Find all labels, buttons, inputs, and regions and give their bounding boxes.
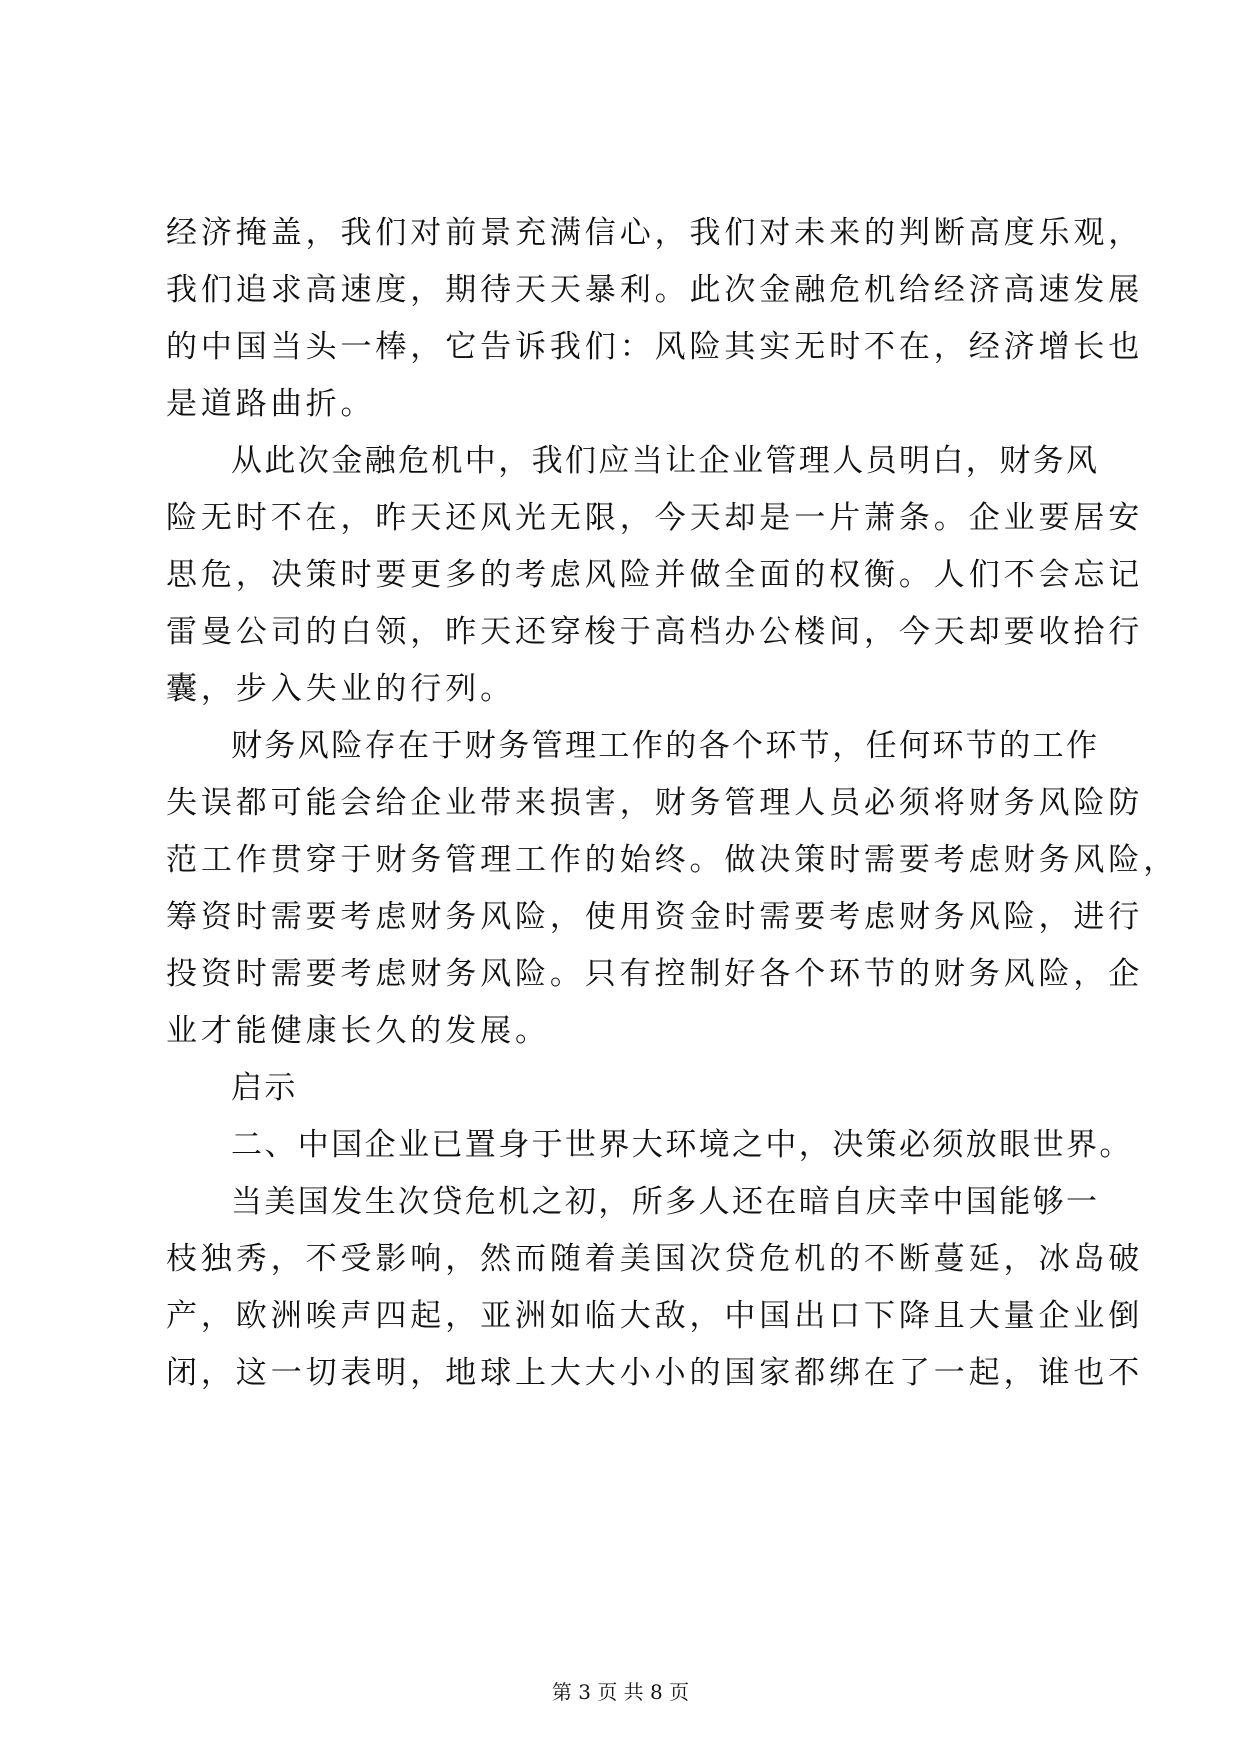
- text-line: 投资时需要考虑财务风险。只有控制好各个环节的财务风险，企: [166, 956, 1144, 992]
- paragraph-first-line: 从此次金融危机中，我们应当让企业管理人员明白，财务风: [231, 443, 1100, 479]
- text-line: 筹资时需要考虑财务风险，使用资金时需要考虑财务风险，进行: [166, 899, 1144, 935]
- text-line: 范工作贯穿于财务管理工作的始终。做决策时需要考虑财务风险，: [166, 842, 1179, 878]
- text-line: 险无时不在，昨天还风光无限，今天却是一片萧条。企业要居安: [166, 500, 1144, 536]
- text-line: 经济掩盖，我们对前景充满信心，我们对未来的判断高度乐观，: [166, 215, 1144, 251]
- section-heading: 启示: [231, 1070, 298, 1106]
- text-line: 产，欧洲唉声四起，亚洲如临大敌，中国出口下降且大量企业倒: [166, 1298, 1144, 1334]
- text-line: 业才能健康长久的发展。: [166, 1013, 550, 1049]
- text-line: 失误都可能会给企业带来损害，财务管理人员必须将财务风险防: [166, 785, 1144, 821]
- section-title: 二、中国企业已置身于世界大环境之中，决策必须放眼世界。: [231, 1127, 1133, 1163]
- text-line: 囊，步入失业的行列。: [166, 671, 515, 707]
- text-line: 思危，决策时要更多的考虑风险并做全面的权衡。人们不会忘记: [166, 557, 1144, 593]
- text-line: 的中国当头一棒，它告诉我们：风险其实无时不在，经济增长也: [166, 329, 1144, 365]
- page-footer: 第 3 页 共 8 页: [551, 1680, 690, 1704]
- text-line: 是道路曲折。: [166, 386, 376, 422]
- paragraph-first-line: 当美国发生次贷危机之初，所多人还在暗自庆幸中国能够一: [231, 1184, 1100, 1220]
- text-line: 枝独秀，不受影响，然而随着美国次贷危机的不断蔓延，冰岛破: [166, 1241, 1144, 1277]
- paragraph-first-line: 财务风险存在于财务管理工作的各个环节，任何环节的工作: [231, 728, 1100, 764]
- text-line: 我们追求高速度，期待天天暴利。此次金融危机给经济高速发展: [166, 272, 1144, 308]
- text-line: 闭，这一切表明，地球上大大小小的国家都绑在了一起，谁也不: [166, 1355, 1144, 1391]
- text-line: 雷曼公司的白领，昨天还穿梭于高档办公楼间，今天却要收拾行: [166, 614, 1144, 650]
